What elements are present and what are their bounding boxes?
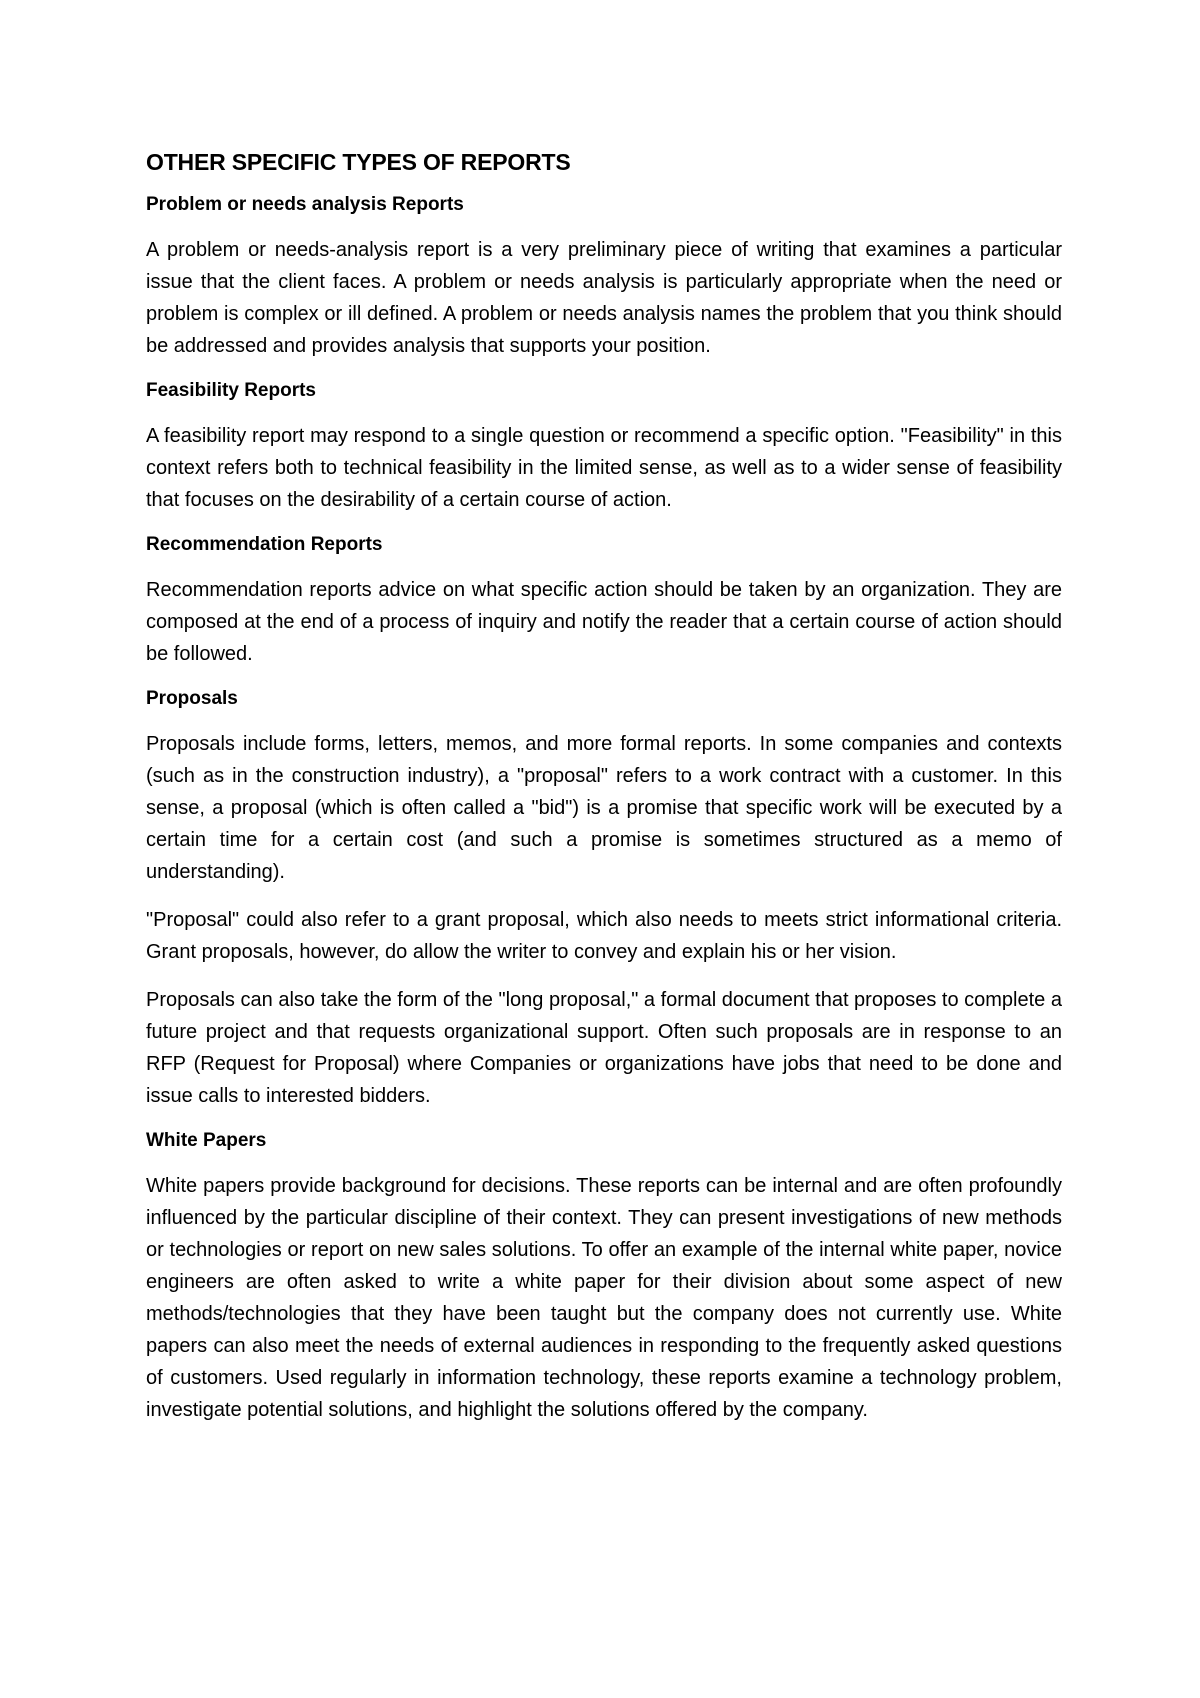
paragraph: Recommendation reports advice on what specific action should be taken by an organization. They are composed at the end of a process of inquiry and notify the reader that a certain course of action should be followed. [146, 579, 1062, 665]
section-recommendation [146, 532, 1062, 670]
section-heading: Feasibility Reports [146, 380, 316, 401]
section-heading: Problem or needs analysis Reports [146, 194, 464, 215]
paragraph: "Proposal" could also refer to a grant proposal, which also needs to meets strict informational criteria. Grant proposals, however, do allow the writer to convey and explain his or her vision. [146, 909, 1062, 963]
paragraph: Proposals can also take the form of the "long proposal," a formal document that proposes to complete a future project and that requests organizational support. Often such proposals are in response to an RFP (Request for Proposal) where Companies or organizations have jobs that need to be done and issue calls to interested bidders. [146, 989, 1062, 1107]
document-page [146, 146, 1062, 1442]
document-title: OTHER SPECIFIC TYPES OF REPORTS [146, 149, 571, 175]
section-heading: White Papers [146, 1130, 267, 1151]
section-white-papers [146, 1128, 1062, 1426]
section-problem-analysis [146, 192, 1062, 362]
section-feasibility [146, 378, 1062, 516]
paragraph: A feasibility report may respond to a single question or recommend a specific option. "Feasibility" in this context refers both to technical feasibility in the limited sense, as well as to a wider sense of feasibility that focuses on the desirability of a certain course of action. [146, 425, 1062, 511]
section-proposals [146, 686, 1062, 1112]
paragraph: A problem or needs-analysis report is a very preliminary piece of writing that examines a particular issue that the client faces. A problem or needs analysis is particularly appropriate when the need or problem is complex or ill defined. A problem or needs analysis names the problem that you think should be addressed and provides analysis that supports your position. [146, 239, 1062, 357]
paragraph: Proposals include forms, letters, memos, and more formal reports. In some companies and contexts (such as in the construction industry), a "proposal" refers to a work contract with a customer. In this sense, a proposal (which is often called a "bid") is a promise that specific work will be executed by a certain time for a certain cost (and such a promise is sometimes structured as a memo of understanding). [146, 733, 1062, 883]
paragraph: White papers provide background for decisions. These reports can be internal and are often profoundly influenced by the particular discipline of their context. They can present investigations of new methods or technologies or report on new sales solutions. To offer an example of the internal white paper, novice engineers are often asked to write a white paper for their division about some aspect of new methods/technologies that they have been taught but the company does not currently use. White papers can also meet the needs of external audiences in responding to the frequently asked questions of customers. Used regularly in information technology, these reports examine a technology problem, investigate potential solutions, and highlight the solutions offered by the company. [146, 1175, 1062, 1421]
section-heading: Recommendation Reports [146, 534, 383, 555]
section-heading: Proposals [146, 688, 238, 709]
